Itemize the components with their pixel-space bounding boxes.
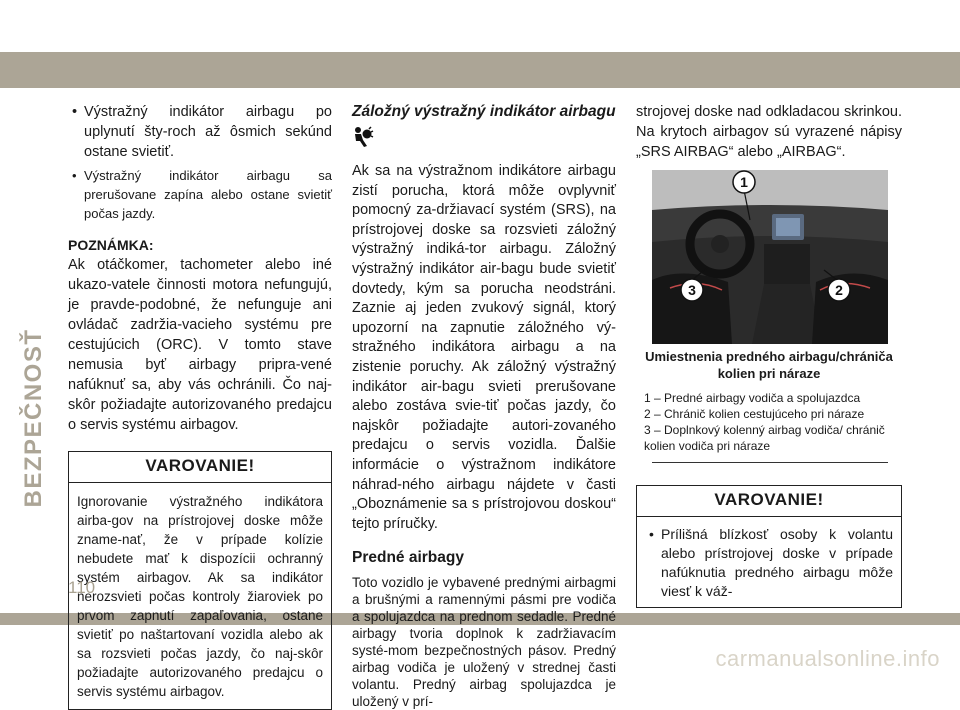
section-text-2: Toto vozidlo je vybavené prednými airbagmi a brušnými a ramennými pásmi pre vodiča a spolujazdca na prednom sedadle. Predné airbagy tvoria doplnok k zadržiavacím systé-mom bezpečnostných pásov. Predný airbag vodiča je uložený v strednej časti volantu. Predný airbag spolujazdca je uložený v prí- (352, 575, 616, 710)
airbag-warning-icon (352, 126, 616, 154)
section-heading-2: Predné airbagy (352, 549, 464, 567)
callout-1 (733, 171, 755, 193)
column-2 (352, 102, 616, 710)
legend-item: 2 – Chránič kolien cestujúceho pri náraze (644, 407, 865, 421)
list-item: • Výstražný indikátor airbagu po uplynutí šty-roch až ôsmich sekúnd ostane svietiť. (68, 102, 332, 162)
note-text: Ak otáčkomer, tachometer alebo iné ukazo-vatele činnosti motora nefungujú, je pravde-podobné, že nefunguje ani ovládač zadržia-vacieho systému pre cestujúcich (ORC). V tomto stave nemusia byť airbagy pripra-vené nafúknuť sa, aby vás ochránili. Čo naj-skôr požiadajte autorizovaného predajcu o servis systému airbagov. (68, 257, 332, 433)
warning-title: VAROVANIE! (69, 452, 331, 483)
list-item: • Prílišná blízkosť osoby k volantu alebo prístrojovej doske v prípade nafúknutia predného airbagu môže viesť k váž- (645, 525, 893, 601)
figure-caption: Umiestnenia predného airbagu/chrániča kolien pri náraze (645, 349, 893, 381)
svg-text:2: 2 (835, 282, 843, 298)
svg-text:1: 1 (740, 174, 748, 190)
warning-box (636, 485, 902, 608)
callout-2 (828, 279, 850, 301)
column-1 (68, 102, 332, 710)
header-band (0, 52, 960, 88)
dashboard-illustration (652, 170, 888, 344)
column-3 (636, 102, 902, 608)
warning-title: VAROVANIE! (637, 486, 901, 517)
watermark: carmanualsonline.info (715, 646, 940, 671)
legend-item: 1 – Predné airbagy vodiča a spolujazdca (644, 391, 861, 405)
svg-text:3: 3 (688, 282, 696, 298)
continued-text: strojovej doske nad odkladacou skrinkou. Na krytoch airbagov sú vyrazené nápisy „SRS AIRBAG“ alebo „AIRBAG“. (636, 104, 902, 160)
list-item: • Výstražný indikátor airbagu sa prerušovane zapína alebo ostane svietiť počas jazdy. (68, 166, 332, 223)
divider (652, 462, 888, 463)
warning-text: Ignorovanie výstražného indikátora airba-gov na prístrojovej doske môže zname-nať, že v prípade kolízie nebudete mať k dispozícii ochranný systém airbagov. Ak sa indikátor nerozsvieti počas kontroly žiaroviek po prvom zapnutí zapaľovania, ostane svietiť po naštartovaní vozidla alebo ak sa rozsvieti počas jazdy, čo naj-skôr požiadajte autorizovaného predajcu o servis systému airbagov. (77, 494, 323, 699)
note-title: POZNÁMKA: (68, 237, 154, 253)
page-number: 110 (68, 578, 96, 597)
section-heading: Záložný výstražný indikátor airbagu (352, 103, 616, 120)
section-text: Ak sa na výstražnom indikátore airbagu zistí porucha, ktorá môže ovplyvniť pomocný za-držiavací systém (SRS), na prístrojovej doske sa rozsvieti záložný výstražný indiká-tor airbagu. Záložný výstražný indikátor air-bagu bude svietiť dovtedy, kým sa porucha neodstráni. Zaznie aj jeden zvukový signál, ktorý upozorní na zapnutie záložného vý-stražného indikátora airbagu a na zistenie poruchy. Ak záložný výstražný indikátor air-bagu svieti prerušovane alebo zostáva svie-tiť počas jazdy, čo najskôr požiadajte autori-zovaného predajcu o servis vozidla. Ďalšie informácie o výstražnom indikátore náhrad-ného airbagu nájdete v časti „Oboznámenie sa s prístrojovou doskou“ tejto príručky. (352, 163, 616, 532)
callout-3 (681, 279, 703, 301)
figure-legend (644, 390, 902, 454)
legend-item: 3 – Doplnkový kolenný airbag vodiča/ chránič kolien vodiča pri náraze (644, 423, 885, 453)
